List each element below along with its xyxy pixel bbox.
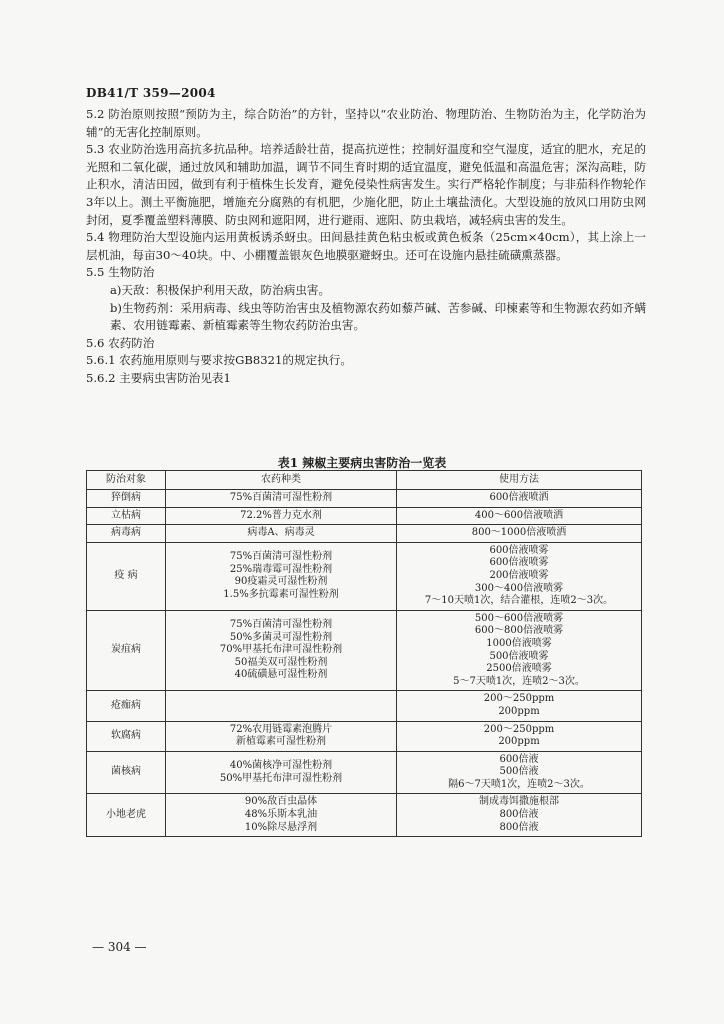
cell-target: 炭疽病 [87, 610, 166, 691]
cell-method [397, 794, 642, 837]
paragraph-5-6-2: 5.6.2 主要病虫害防治见表1 [86, 370, 231, 385]
method-line: 400～600倍液喷洒 [474, 509, 564, 521]
cell-target: 立枯病 [87, 507, 166, 525]
cell-target: 小地老虎 [87, 794, 166, 837]
paragraph-5-3: 5.3 农业防治选用高抗多抗品种。培养适龄壮苗，提高抗逆性；控制好温度和空气湿度，适宜的肥水，充足的光照和二氧化碳，通过放风和辅助加温，调节不同生育时期的适宜温度，避免低温和高温危害；深沟高畦，防止积水，清洁田园，做到有利于植株生长发育，避免侵染性病害发生。实行严格轮作制度；与非茄科作物轮作3年以上。测土平衡施肥，增施充分腐熟的有机肥，少施化肥，防止土壤盐渍化。大型设施的放风口用防虫网封闭，夏季覆盖塑料薄膜、防虫网和遮阳网，进行避雨、遮阳、防虫栽培，减轻病虫害的发生。 [86, 142, 646, 227]
method-line: 800倍液 [499, 821, 539, 833]
paragraph-5-6-1: 5.6.1 农药施用原则与要求按GB8321的规定执行。 [86, 353, 352, 368]
table-row [87, 507, 642, 525]
table-row [87, 525, 642, 543]
pesticide-line: 40%菌核净可湿性粉剂 [229, 759, 333, 771]
cell-pesticide [166, 610, 397, 691]
cell-method [397, 721, 642, 751]
cell-pesticide [166, 490, 397, 508]
cell-pesticide [166, 691, 397, 721]
cell-method [397, 490, 642, 508]
method-line: 600倍液 [499, 753, 539, 765]
pesticide-line: 72.2%普力克水剂 [240, 509, 322, 521]
method-line: 500～600倍液喷雾 [474, 612, 564, 624]
table-row [87, 691, 642, 721]
cell-method [397, 691, 642, 721]
method-line: 200～250ppm [483, 723, 555, 735]
method-line: 200ppm [498, 705, 540, 717]
table-row [87, 542, 642, 610]
paragraph-5-5-b: b)生物药剂：采用病毒、线虫等防治害虫及植物源农药如藜芦碱、苦参碱、印楝素等和生物源农药如齐螨素、农用链霉素、新植霉素等生物农药防治虫害。 [110, 300, 646, 333]
table-row [87, 751, 642, 794]
method-line: 200ppm [498, 736, 540, 748]
method-line: 7～10天喷1次，结合灌根，连喷2～3次。 [424, 595, 614, 607]
header-pesticide: 农药种类 [166, 471, 397, 490]
heading-5-5: 5.5 生物防治 [86, 265, 155, 280]
table-header-row [87, 471, 642, 490]
header-method: 使用方法 [397, 471, 642, 490]
pesticide-line: 1.5%多抗霉素可湿性粉剂 [223, 588, 339, 600]
heading-5-6: 5.6 农药防治 [86, 335, 155, 350]
method-line: 2500倍液喷雾 [486, 663, 552, 675]
body-text [86, 106, 646, 388]
cell-target: 猝倒病 [87, 490, 166, 508]
cell-target: 疫 病 [87, 542, 166, 610]
method-line: 5～7天喷1次，连喷2～3次。 [453, 675, 585, 687]
pesticide-line: 50%多菌灵可湿性粉剂 [229, 631, 333, 643]
table-row [87, 794, 642, 837]
pesticide-line: 75%百菌清可湿性粉剂 [229, 492, 333, 503]
method-line: 800～1000倍液喷洒 [471, 527, 567, 539]
pesticide-line: 75%百菌清可湿性粉剂 [229, 551, 333, 563]
cell-method [397, 507, 642, 525]
method-line: 500倍液喷雾 [489, 650, 549, 662]
paragraph-5-2: 5.2 防治原则按照“预防为主，综合防治”的方针，坚持以“农业防治、物理防治、生物防治为主，化学防治为辅”的无害化控制原则。 [86, 107, 646, 139]
pesticide-line: 10%除尽悬浮剂 [244, 821, 318, 833]
table-caption: 表1 辣椒主要病虫害防治一览表 [277, 456, 447, 470]
method-line: 600倍液喷洒 [489, 492, 549, 503]
cell-pesticide [166, 721, 397, 751]
paragraph-5-5-a: a)天敌：积极保护利用天敌，防治病虫害。 [110, 282, 331, 297]
cell-target: 软腐病 [87, 721, 166, 751]
cell-pesticide [166, 751, 397, 794]
pesticide-line: 病毒A、病毒灵 [247, 527, 315, 539]
pesticide-line: 90%敌百虫晶体 [244, 796, 318, 808]
cell-target: 疮痂病 [87, 691, 166, 721]
method-line: 1000倍液喷雾 [486, 637, 552, 649]
pesticide-line: 新植霉素可湿性粉剂 [236, 736, 326, 748]
method-line: 200倍液喷雾 [489, 569, 549, 581]
cell-pesticide [166, 507, 397, 525]
cell-method [397, 525, 642, 543]
pesticide-line: 75%百菌清可湿性粉剂 [229, 619, 333, 631]
pesticide-line: 48%乐斯本乳油 [244, 809, 318, 821]
method-line: 600倍液喷雾 [489, 557, 549, 569]
method-line: 600倍液喷雾 [489, 544, 549, 556]
pesticide-line: 25%瑞毒霉可湿性粉剂 [229, 563, 333, 575]
standard-code: DB41/T 359—2004 [86, 86, 216, 100]
paragraph-5-4: 5.4 物理防治大型设施内运用黄板诱杀蚜虫。田间悬挂黄色粘虫板或黄色板条（25cm×40cm），其上涂上一层机油，每亩30～40块。中、小棚覆盖银灰色地膜驱避蚜虫。还可在设施内悬挂硫磺熏蒸器。 [86, 230, 646, 262]
method-line: 600～800倍液喷雾 [474, 625, 564, 637]
method-line: 制成毒饵撒施根部 [479, 796, 559, 808]
pesticide-line: 50%甲基托布津可湿性粉剂 [219, 772, 343, 784]
pest-control-table [86, 470, 642, 837]
method-line: 隔6～7天喷1次，连喷2～3次。 [448, 778, 590, 790]
pesticide-line: 50福美双可湿性粉剂 [234, 656, 328, 668]
header-target: 防治对象 [87, 471, 166, 490]
pesticide-line: 72%农用链霉素泡腾片 [229, 723, 333, 735]
method-line: 300～400倍液喷雾 [474, 582, 564, 594]
pesticide-line: 70%甲基托布津可湿性粉剂 [219, 644, 343, 656]
table-row [87, 490, 642, 508]
cell-pesticide [166, 525, 397, 543]
method-line: 800倍液 [499, 809, 539, 821]
cell-method [397, 610, 642, 691]
table-row [87, 610, 642, 691]
method-line: 200～250ppm [483, 693, 555, 705]
table-row [87, 721, 642, 751]
cell-pesticide [166, 542, 397, 610]
pesticide-line: 40硫磺悬可湿性粉剂 [234, 669, 328, 681]
pesticide-line: 90疫霜灵可湿性粉剂 [234, 576, 328, 588]
method-line: 500倍液 [499, 766, 539, 778]
cell-pesticide [166, 794, 397, 837]
cell-target: 菌核病 [87, 751, 166, 794]
cell-method [397, 542, 642, 610]
cell-method [397, 751, 642, 794]
page-number: — 304 — [92, 940, 147, 954]
cell-target: 病毒病 [87, 525, 166, 543]
